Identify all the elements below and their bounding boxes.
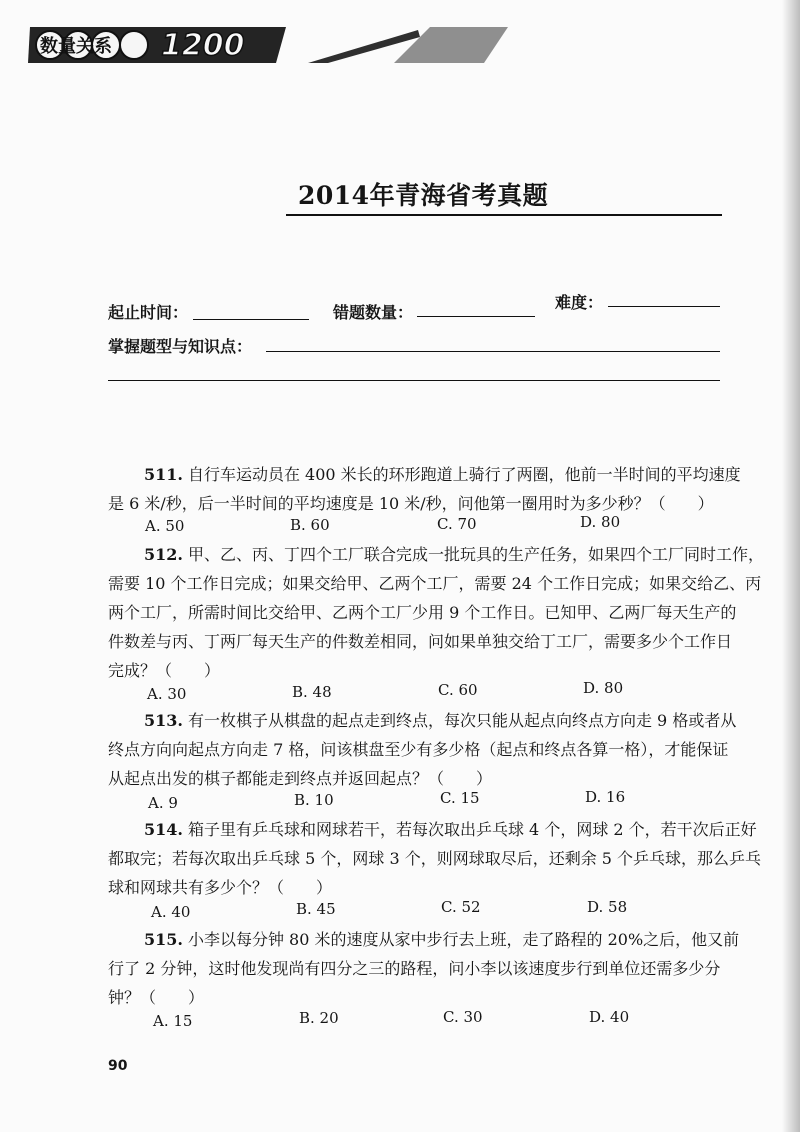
question-line: 件数差与丙、丁两厂每天生产的件数差相同，问如果单独交给丁工厂，需要多少个工作日	[108, 632, 733, 651]
question-text: 有一枚棋子从棋盘的起点走到终点，每次只能从起点向终点方向走 9 格或者从	[187, 711, 737, 730]
start-time-label: 起止时间：	[108, 303, 189, 322]
errors-count-blank	[417, 316, 535, 317]
mastery-label: 掌握题型与知识点：	[108, 337, 253, 356]
question-line: 完成？（ ）	[108, 661, 221, 680]
question-514	[108, 815, 762, 902]
series-logo	[28, 27, 508, 63]
question-513-option-d: D. 16	[585, 788, 626, 806]
question-512	[108, 540, 764, 685]
question-line	[108, 706, 748, 735]
question-line	[108, 815, 757, 844]
series-header	[28, 27, 508, 63]
question-514-option-a: A. 40	[151, 903, 191, 921]
question-line: 球和网球共有多少个？（ ）	[108, 878, 333, 897]
mastery-blank	[266, 351, 720, 352]
question-text: 自行车运动员在 400 米长的环形跑道上骑行了两圈，他前一半时间的平均速度	[187, 465, 741, 484]
page-edge-shadow	[782, 0, 800, 1132]
question-line: 终点方向向起点方向走 7 格，问该棋盘至少有多少格（起点和终点各算一格），才能保证	[108, 740, 729, 759]
question-515	[108, 925, 748, 1012]
question-515-option-b: B. 20	[299, 1009, 339, 1027]
question-515-option-d: D. 40	[589, 1008, 630, 1026]
question-511-option-b: B. 60	[290, 516, 330, 534]
question-513-option-c: C. 15	[440, 789, 480, 807]
page-number: 90	[108, 1058, 128, 1074]
question-line	[108, 540, 764, 569]
title-underline	[286, 214, 722, 216]
extra-note-line	[108, 380, 720, 381]
question-line: 行了 2 分钟，这时他发现尚有四分之三的路程，问小李以该速度步行到单位还需多少分	[108, 959, 721, 978]
question-line: 都取完；若每次取出乒乓球 5 个，网球 3 个，则网球取尽后，还剩余 5 个乒乓球，那么乒乓	[108, 849, 762, 868]
difficulty-blank	[608, 306, 720, 307]
series-number-text: 1200	[161, 28, 245, 63]
question-511	[108, 460, 748, 518]
question-512-option-d: D. 80	[583, 679, 624, 697]
question-line	[108, 460, 748, 489]
page-title: 2014年青海省考真题	[298, 181, 549, 210]
question-511-option-c: C. 70	[437, 515, 477, 533]
errors-count-label: 错题数量：	[333, 303, 414, 322]
question-number: 512.	[144, 545, 183, 564]
question-line: 从起点出发的棋子都能走到终点并返回起点？（ ）	[108, 769, 493, 788]
question-text: 箱子里有乒乓球和网球若干，若每次取出乒乓球 4 个，网球 2 个，若干次后正好	[187, 820, 757, 839]
question-511-option-d: D. 80	[580, 513, 621, 531]
question-512-option-b: B. 48	[292, 683, 332, 701]
question-text: 甲、乙、丙、丁四个工厂联合完成一批玩具的生产任务，如果四个工厂同时工作，	[187, 545, 764, 564]
question-line: 是 6 米/秒，后一半时间的平均速度是 10 米/秒，问他第一圈用时为多少秒？（ ）	[108, 494, 714, 513]
question-line: 两个工厂，所需时间比交给甲、乙两个工厂少用 9 个工作日。已知甲、乙两厂每天生产的	[108, 603, 737, 622]
question-number: 511.	[144, 465, 183, 484]
question-513	[108, 706, 748, 793]
question-513-option-b: B. 10	[294, 791, 334, 809]
question-number: 514.	[144, 820, 183, 839]
question-513-option-a: A. 9	[148, 794, 178, 812]
question-511-option-a: A. 50	[145, 517, 185, 535]
series-prefix-text: 数量关系	[40, 36, 112, 57]
question-515-option-a: A. 15	[153, 1012, 193, 1030]
question-512-option-c: C. 60	[438, 681, 478, 699]
start-time-blank	[193, 319, 309, 320]
question-514-option-d: D. 58	[587, 898, 628, 916]
question-512-option-a: A. 30	[147, 685, 187, 703]
question-text: 小李以每分钟 80 米的速度从家中步行去上班，走了路程的 20%之后，他又前	[187, 930, 740, 949]
question-514-option-b: B. 45	[296, 900, 336, 918]
title-block	[286, 176, 722, 218]
question-515-option-c: C. 30	[443, 1008, 483, 1026]
question-number: 513.	[144, 711, 183, 730]
question-number: 515.	[144, 930, 183, 949]
question-514-option-c: C. 52	[441, 898, 481, 916]
question-line	[108, 925, 748, 954]
question-line: 需要 10 个工作日完成；如果交给甲、乙两个工厂，需要 24 个工作日完成；如果交给乙、丙	[108, 574, 762, 593]
question-line: 钟？（ ）	[108, 988, 205, 1007]
difficulty-label: 难度：	[555, 293, 604, 312]
